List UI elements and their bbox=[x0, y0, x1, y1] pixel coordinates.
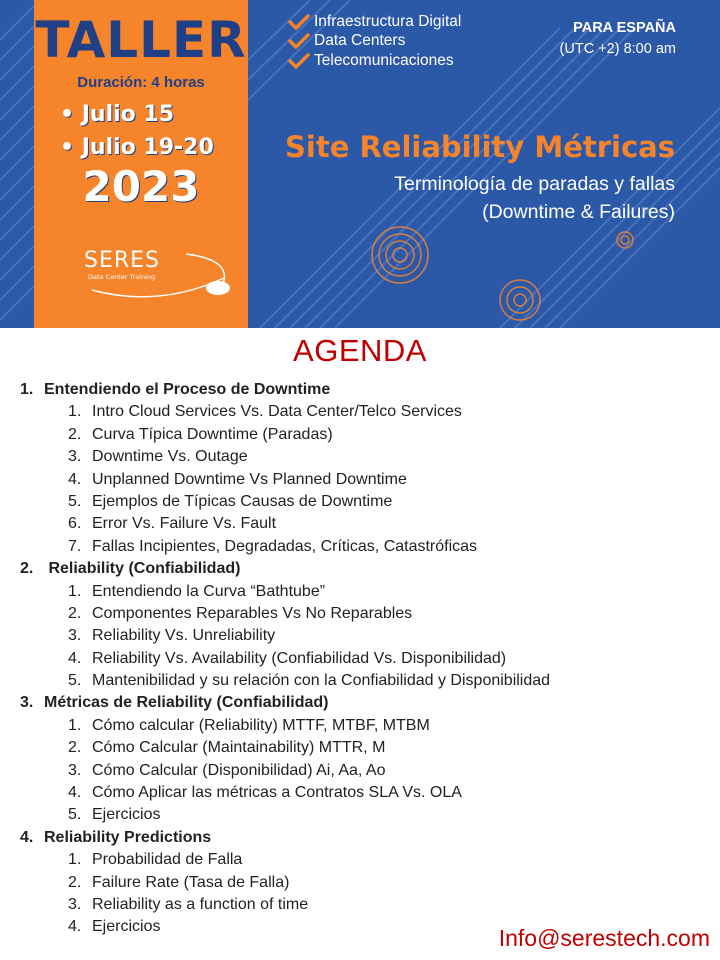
agenda-item bbox=[20, 872, 710, 894]
feature-item bbox=[288, 32, 461, 52]
section-title: Reliability Predictions bbox=[44, 828, 212, 846]
item-number: 5. bbox=[68, 672, 82, 690]
course-subheadline: Terminología de paradas y fallas bbox=[394, 173, 675, 195]
feature-label: Data Centers bbox=[314, 32, 406, 50]
agenda-item bbox=[20, 737, 710, 759]
item-number: 4. bbox=[68, 784, 82, 802]
item-number: 1. bbox=[68, 716, 82, 734]
item-text: Ejercicios bbox=[92, 806, 161, 824]
agenda-item bbox=[20, 760, 710, 782]
agenda-item bbox=[20, 581, 710, 603]
item-text: Failure Rate (Tasa de Falla) bbox=[92, 873, 290, 891]
agenda-item bbox=[20, 491, 710, 513]
duration-text: Duración: 4 horas bbox=[77, 74, 205, 91]
item-number: 4. bbox=[68, 918, 82, 936]
agenda-item bbox=[20, 782, 710, 804]
item-number: 2. bbox=[68, 425, 82, 443]
item-text: Intro Cloud Services Vs. Data Center/Telco Services bbox=[92, 403, 462, 421]
agenda-list bbox=[20, 379, 710, 939]
agenda-item bbox=[20, 424, 710, 446]
region-time: (UTC +2) 8:00 am bbox=[559, 41, 676, 57]
agenda-item bbox=[20, 625, 710, 647]
feature-label: Telecomunicaciones bbox=[314, 51, 454, 69]
region-info bbox=[560, 20, 676, 57]
date-item: • Julio 15 bbox=[60, 102, 175, 127]
item-number: 2. bbox=[68, 739, 82, 757]
agenda-item bbox=[20, 804, 710, 826]
agenda-section bbox=[20, 558, 710, 580]
item-number: 6. bbox=[68, 515, 82, 533]
item-text: Cómo Calcular (Disponibilidad) Ai, Aa, Ao bbox=[92, 761, 386, 779]
agenda-item bbox=[20, 648, 710, 670]
agenda-item bbox=[20, 603, 710, 625]
region-title: PARA ESPAÑA bbox=[573, 20, 676, 36]
course-subheadline: (Downtime & Failures) bbox=[482, 201, 675, 223]
section-number: 4. bbox=[20, 828, 34, 846]
year-text: 2023 bbox=[82, 162, 200, 211]
checkmark-icon bbox=[288, 33, 310, 49]
item-text: Mantenibilidad y su relación con la Confiabilidad y Disponibilidad bbox=[92, 672, 551, 690]
header-banner bbox=[0, 0, 720, 328]
item-text: Probabilidad de Falla bbox=[92, 851, 243, 869]
item-number: 5. bbox=[68, 806, 82, 824]
seres-logo bbox=[84, 246, 224, 306]
logo-tagline: Data Center Training bbox=[88, 273, 156, 281]
section-title: Reliability (Confiabilidad) bbox=[44, 560, 241, 578]
agenda-section bbox=[20, 827, 710, 849]
item-text: Entendiendo la Curva “Bathtube” bbox=[92, 582, 326, 600]
item-text: Fallas Incipientes, Degradadas, Críticas, Catastróficas bbox=[92, 537, 478, 555]
agenda-section bbox=[20, 692, 710, 714]
course-headline: Site Reliability Métricas bbox=[285, 130, 675, 164]
section-title: Métricas de Reliability (Confiabilidad) bbox=[44, 694, 329, 712]
feature-item bbox=[288, 51, 461, 71]
agenda-item bbox=[20, 849, 710, 871]
item-text: Downtime Vs. Outage bbox=[92, 448, 248, 466]
contact-email[interactable]: Info@serestech.com bbox=[498, 925, 710, 951]
checkmark-icon bbox=[288, 53, 310, 69]
target-circles-graphic bbox=[372, 227, 633, 320]
agenda-item bbox=[20, 446, 710, 468]
item-number: 3. bbox=[68, 448, 82, 466]
date-item: • Julio 19-20 bbox=[60, 135, 214, 160]
section-title: Entendiendo el Proceso de Downtime bbox=[44, 381, 331, 398]
logo-wordmark: SERES bbox=[84, 248, 161, 273]
item-text: Unplanned Downtime Vs Planned Downtime bbox=[92, 470, 407, 488]
section-number: 2. bbox=[20, 560, 34, 578]
agenda-title: AGENDA bbox=[293, 333, 427, 368]
item-text: Cómo Aplicar las métricas a Contratos SLA Vs. OLA bbox=[92, 784, 462, 802]
item-number: 1. bbox=[68, 403, 82, 421]
item-number: 5. bbox=[68, 492, 82, 510]
agenda-item bbox=[20, 401, 710, 423]
item-number: 1. bbox=[68, 582, 82, 600]
feature-item bbox=[288, 12, 461, 32]
item-text: Reliability Vs. Availability (Confiabilidad Vs. Disponibilidad) bbox=[92, 649, 507, 667]
item-number: 1. bbox=[68, 851, 82, 869]
section-number: 3. bbox=[20, 694, 34, 712]
agenda-section bbox=[20, 379, 710, 401]
feature-label: Infraestructura Digital bbox=[314, 12, 462, 30]
item-text: Componentes Reparables Vs No Reparables bbox=[92, 604, 413, 622]
agenda-item bbox=[20, 715, 710, 737]
checkmark-icon bbox=[288, 14, 310, 30]
item-text: Curva Típica Downtime (Paradas) bbox=[92, 425, 333, 443]
section-number: 1. bbox=[20, 381, 34, 398]
item-text: Cómo calcular (Reliability) MTTF, MTBF, MTBM bbox=[92, 716, 430, 734]
item-number: 7. bbox=[68, 537, 82, 555]
item-number: 3. bbox=[68, 761, 82, 779]
item-text: Reliability Vs. Unreliability bbox=[92, 627, 276, 645]
item-number: 2. bbox=[68, 873, 82, 891]
item-text: Ejemplos de Típicas Causas de Downtime bbox=[92, 492, 393, 510]
orange-info-panel bbox=[34, 0, 248, 328]
agenda-item bbox=[20, 536, 710, 558]
agenda-item bbox=[20, 469, 710, 491]
item-number: 3. bbox=[68, 627, 82, 645]
item-text: Error Vs. Failure Vs. Fault bbox=[92, 515, 277, 533]
item-number: 4. bbox=[68, 470, 82, 488]
item-number: 3. bbox=[68, 895, 82, 913]
item-text: Cómo Calcular (Maintainability) MTTR, M bbox=[92, 739, 386, 757]
feature-list bbox=[288, 12, 461, 71]
agenda-item bbox=[20, 670, 710, 692]
item-text: Ejercicios bbox=[92, 918, 161, 936]
workshop-title: TALLER bbox=[35, 11, 247, 69]
item-text: Reliability as a function of time bbox=[92, 895, 309, 913]
item-number: 2. bbox=[68, 604, 82, 622]
item-number: 4. bbox=[68, 649, 82, 667]
agenda-item bbox=[20, 894, 710, 916]
agenda-item bbox=[20, 513, 710, 535]
